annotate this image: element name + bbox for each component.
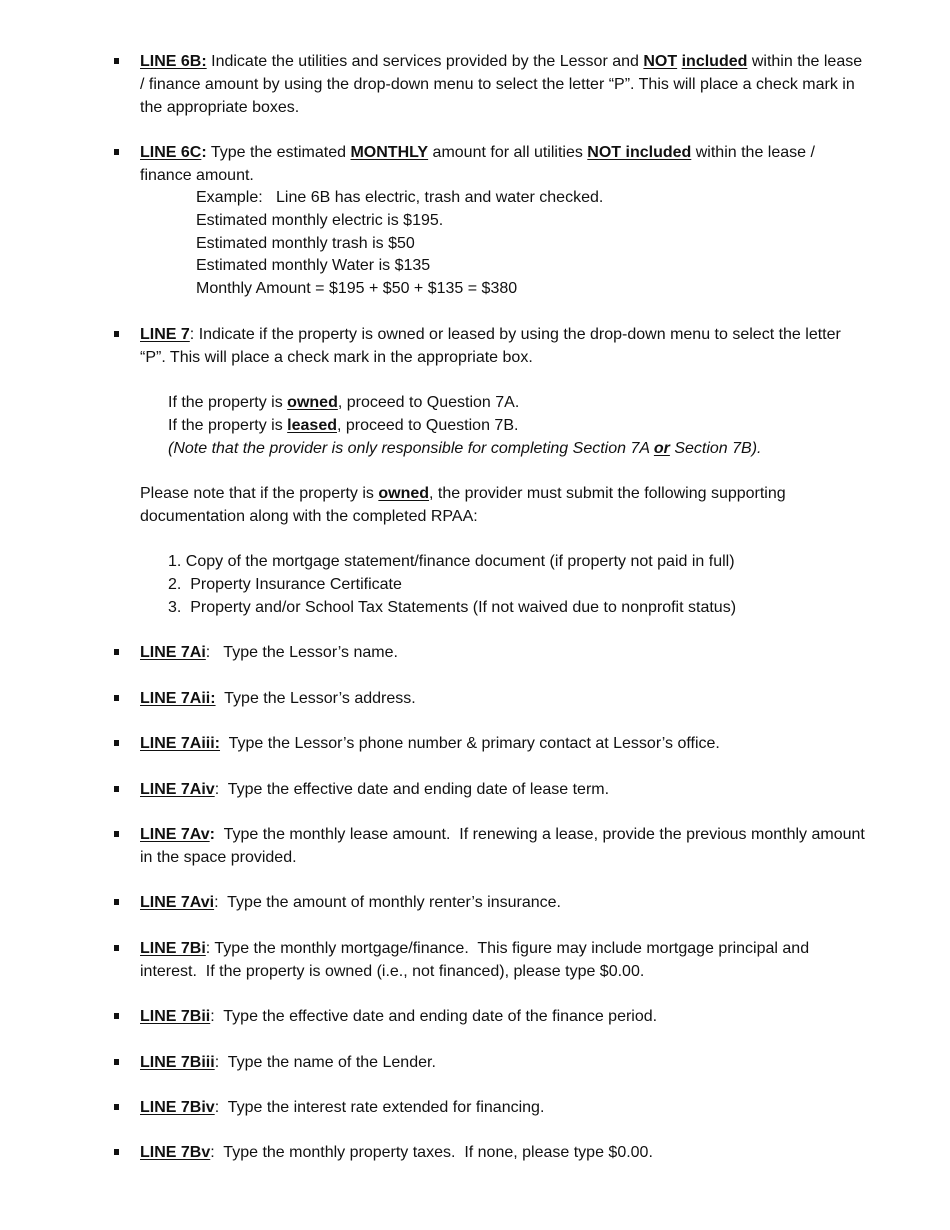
line-label: LINE 7Aiv: [140, 781, 215, 798]
example-line: Estimated monthly trash is $50: [196, 234, 415, 252]
instruction-line-7aii: LINE 7Aii: Type the Lessor’s address.: [140, 688, 865, 711]
instruction-line-7avi: LINE 7Avi: Type the amount of monthly renter’s insurance.: [140, 892, 865, 915]
example-line: Estimated monthly Water is $135: [196, 257, 431, 275]
line-label: LINE 7Bii: [140, 1008, 211, 1025]
line-label: LINE 7Biii: [140, 1054, 215, 1071]
example-line: Monthly Amount = $195 + $50 + $135 = $380: [196, 280, 518, 298]
line-7-text: LINE 7: Indicate if the property is owned or leased by using the drop-down menu to select the letter “P”. This will place a check mark in the appropriate box.: [140, 326, 841, 366]
instruction-line-6c: [140, 142, 865, 188]
bullet-icon: [114, 58, 119, 64]
example-line: Estimated monthly electric is $195.: [196, 211, 444, 229]
bullet-icon: [114, 1149, 119, 1155]
bullet-icon: [114, 149, 119, 155]
instruction-line-7bii: LINE 7Bii: Type the effective date and ending date of the finance period.: [140, 1006, 865, 1029]
doc-item: 2. Property Insurance Certificate: [168, 575, 402, 593]
section-note: (Note that the provider is only responsible for completing Section 7A or Section 7B).: [168, 439, 762, 457]
line-6b-text: LINE 6B: Indicate the utilities and services provided by the Lessor and NOT included within the lease / finance amount by using the drop-down menu to select the letter “P”. This will place a check mark in the appropriate boxes.: [140, 53, 863, 116]
instruction-line-7ai: LINE 7Ai: Type the Lessor’s name.: [140, 642, 865, 665]
line-label: LINE 7Bv: [140, 1144, 211, 1161]
example-block: [196, 187, 876, 301]
ownership-choice-block: [168, 392, 888, 460]
line-label: LINE 6C: [140, 144, 202, 161]
line-label: LINE 7Av: [140, 826, 210, 843]
bullet-icon: [114, 1013, 119, 1019]
supporting-docs-list: [168, 551, 888, 619]
bullet-icon: [114, 831, 119, 837]
line-label: LINE 7Aiii:: [140, 735, 221, 752]
bullet-icon: [114, 649, 119, 655]
example-line: Example: Line 6B has electric, trash and water checked.: [196, 189, 604, 206]
line-label: LINE 7Bi: [140, 940, 206, 957]
instruction-line-7bv: LINE 7Bv: Type the monthly property taxes. If none, please type $0.00.: [140, 1142, 865, 1165]
bullet-icon: [114, 740, 119, 746]
line-label: LINE 7Avi: [140, 894, 215, 911]
doc-item: 1. Copy of the mortgage statement/finance document (if property not paid in full): [168, 553, 735, 570]
owned-line: If the property is owned, proceed to Question 7A.: [168, 394, 520, 411]
bullet-icon: [114, 899, 119, 905]
supporting-docs-note: Please note that if the property is owned, the provider must submit the following supporting documentation along with the completed RPAA:: [140, 485, 786, 525]
bullet-icon: [114, 1059, 119, 1065]
leased-line: If the property is leased, proceed to Question 7B.: [168, 416, 519, 434]
line-label: LINE 7Biv: [140, 1099, 215, 1116]
instruction-line-7aiv: LINE 7Aiv: Type the effective date and ending date of lease term.: [140, 779, 865, 802]
instruction-line-7biii: LINE 7Biii: Type the name of the Lender.: [140, 1052, 865, 1075]
instruction-line-6b: [140, 51, 865, 119]
bullet-icon: [114, 786, 119, 792]
instruction-line-7: [140, 324, 865, 370]
bullet-icon: [114, 945, 119, 951]
line-label: LINE 7Ai: [140, 644, 206, 661]
bullet-icon: [114, 695, 119, 701]
instruction-line-7bi: LINE 7Bi: Type the monthly mortgage/finance. This figure may include mortgage principal and interest. If the property is owned (i.e., not financed), please type $0.00.: [140, 938, 865, 984]
bullet-icon: [114, 331, 119, 337]
instruction-line-7av: LINE 7Av: Type the monthly lease amount. If renewing a lease, provide the previous monthly amount in the space provided.: [140, 824, 865, 870]
bullet-icon: [114, 1104, 119, 1110]
doc-item: 3. Property and/or School Tax Statements (If not waived due to nonprofit status): [168, 598, 737, 616]
line-label: LINE 7Aii:: [140, 690, 216, 707]
instruction-line-7biv: LINE 7Biv: Type the interest rate extended for financing.: [140, 1097, 865, 1120]
line-6c-text: LINE 6C: Type the estimated MONTHLY amount for all utilities NOT included within the lease / finance amount.: [140, 144, 815, 184]
instruction-line-7aiii: LINE 7Aiii: Type the Lessor’s phone number & primary contact at Lessor’s office.: [140, 733, 865, 756]
line-label: LINE 6B:: [140, 53, 207, 70]
line-label: LINE 7: [140, 326, 190, 343]
